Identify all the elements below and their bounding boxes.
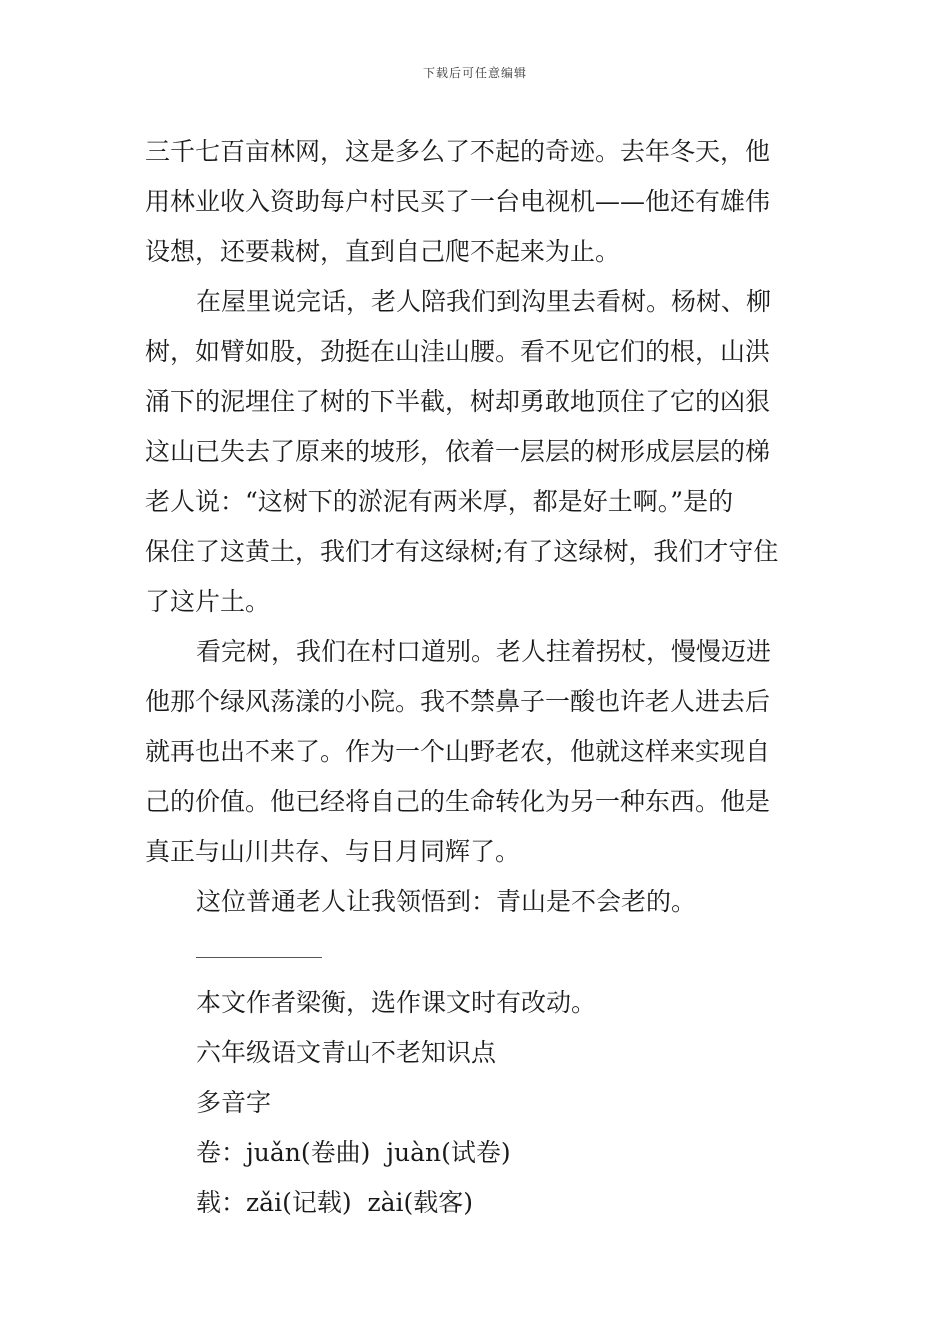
text-line: 他那个绿风荡漾的小院。我不禁鼻子一酸也许老人进去后 bbox=[145, 687, 771, 716]
text-line: 就再也出不来了。作为一个山野老农，他就这样来实现自 bbox=[145, 737, 771, 766]
text-line: 三千七百亩林网，这是多么了不起的奇迹。去年冬天，他 bbox=[145, 137, 771, 166]
paragraph-start-line: 看完树，我们在村口道别。老人拄着拐杖，慢慢迈进 bbox=[196, 637, 772, 666]
paragraph-start-line: 这位普通老人让我领悟到：青山是不会老的。 bbox=[196, 887, 697, 916]
page-header: 下载后可任意编辑 bbox=[422, 66, 527, 80]
subsection-title: 多音字 bbox=[196, 1088, 272, 1117]
paragraph-start-line: 在屋里说完话，老人陪我们到沟里去看树。杨树、柳 bbox=[196, 287, 772, 316]
text-line: 了这片土。 bbox=[145, 587, 271, 616]
text-line: 树，如臂如股，劲挺在山洼山腰。看不见它们的根，山洪 bbox=[145, 337, 771, 366]
footnote: 本文作者梁衡，选作课文时有改动。 bbox=[196, 988, 597, 1017]
text-line: 老人说：“这树下的淤泥有两米厚，都是好土啊。”是的 bbox=[145, 487, 734, 516]
footnote-divider bbox=[196, 957, 322, 958]
section-title: 六年级语文青山不老知识点 bbox=[196, 1038, 497, 1067]
document-body bbox=[145, 127, 807, 1228]
polyphone-entry: 卷：juǎn(卷曲) juàn(试卷) bbox=[196, 1138, 511, 1167]
text-line: 己的价值。他已经将自己的生命转化为另一种东西。他是 bbox=[145, 787, 771, 816]
text-line: 涌下的泥埋住了树的下半截，树却勇敢地顶住了它的凶狠 bbox=[145, 387, 771, 416]
text-line: 保住了这黄土，我们才有这绿树;有了这绿树，我们才守住 bbox=[145, 537, 779, 566]
text-line: 真正与山川共存、与日月同辉了。 bbox=[145, 837, 521, 866]
text-line: 设想，还要栽树，直到自己爬不起来为止。 bbox=[145, 237, 621, 266]
text-line: 这山已失去了原来的坡形，依着一层层的树形成层层的梯 bbox=[145, 437, 771, 466]
polyphone-entry: 载：zǎi(记载) zài(载客) bbox=[196, 1188, 474, 1217]
text-line: 用林业收入资助每户村民买了一台电视机——他还有雄伟 bbox=[145, 187, 771, 216]
